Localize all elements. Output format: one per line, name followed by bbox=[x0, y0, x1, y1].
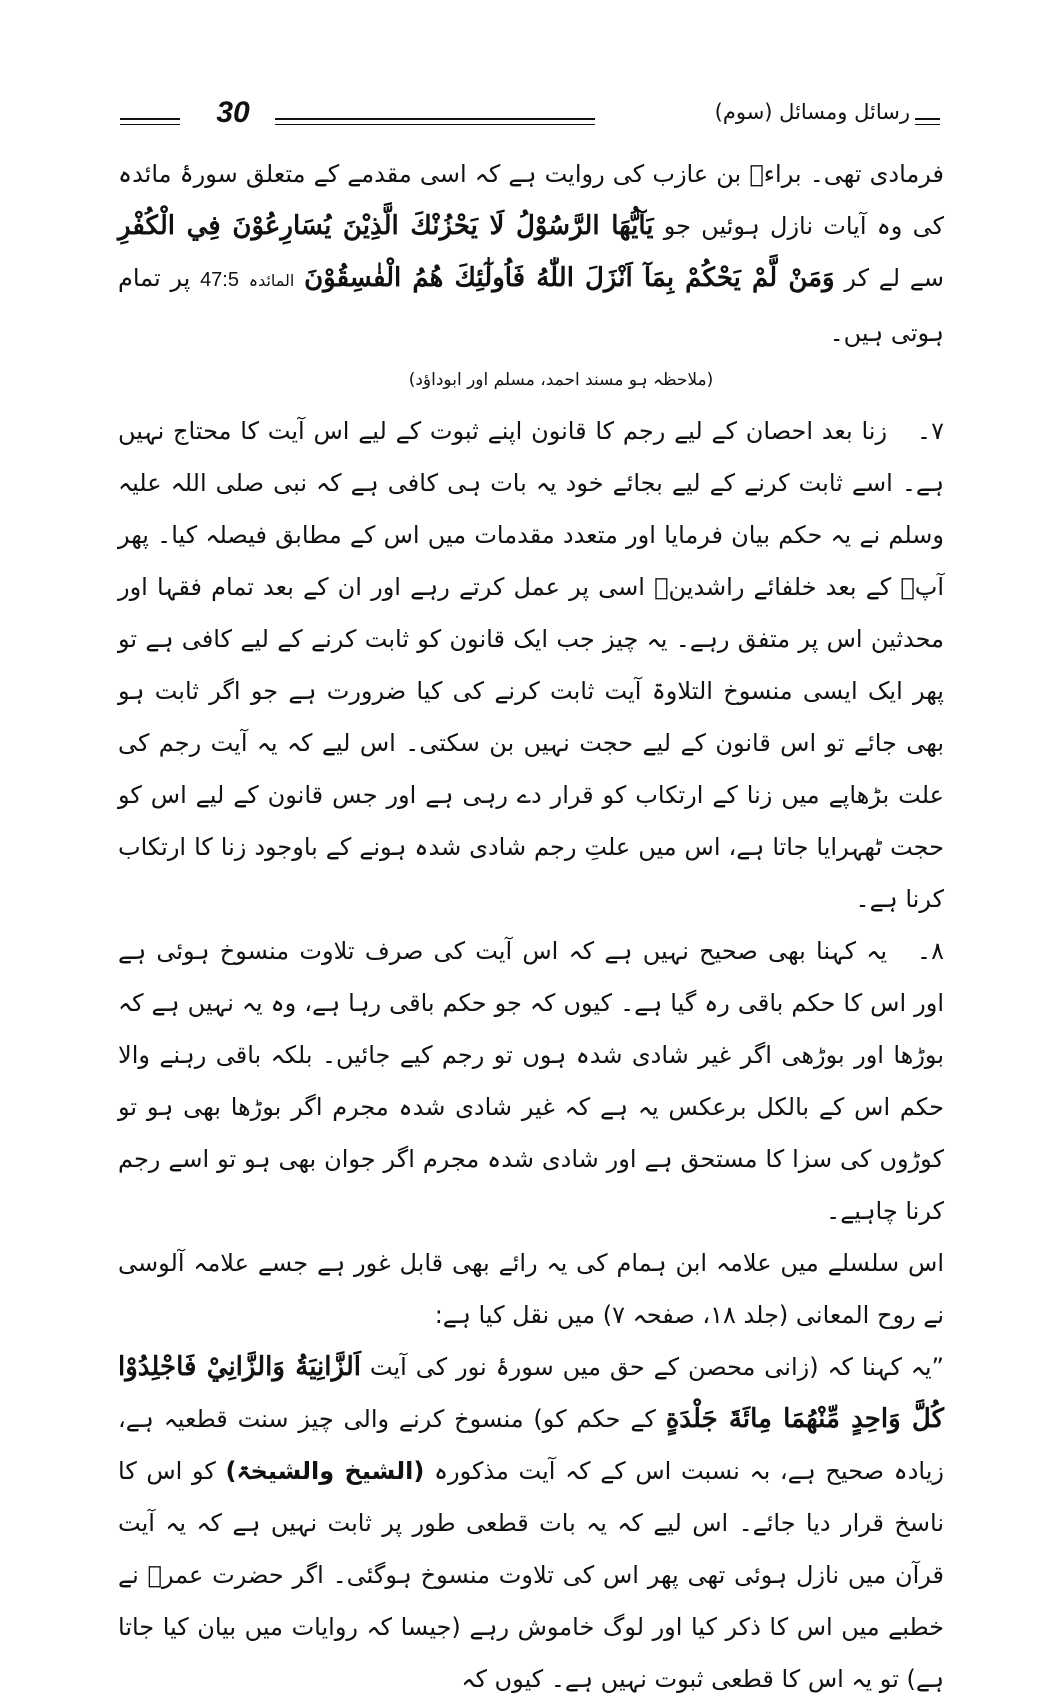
running-title: رسائل ومسائل (سوم) bbox=[714, 100, 910, 124]
paragraph-text: اس سلسلے میں علامہ ابن ہمام کی یہ رائے بھی قابل غور ہے جسے علامہ آلوسی نے روح المعانی (جلد ۱۸، صفحہ ۷) میں نقل کیا ہے: bbox=[118, 1249, 944, 1329]
paragraph-number: ۸۔ bbox=[917, 937, 944, 965]
paragraph-text: فرمادی تھی۔ براءؓ بن عازب کی روایت ہے کہ اسی مقدمے کے متعلق سورۂ مائدہ کی وہ آیات نازل ہوئیں جو bbox=[118, 160, 944, 240]
quoted-verse-name: (الشیخ والشیخۃ) bbox=[225, 1457, 425, 1485]
paragraph-number: ۷۔ bbox=[917, 417, 944, 445]
page-header bbox=[120, 96, 940, 136]
quote-text: کے حکم کو) منسوخ کرنے والی چیز سنت قطعیہ ہے، زیادہ صحیح ہے، بہ نسبت اس کے کہ آیت مذکورہ bbox=[118, 1405, 944, 1485]
header-rule-middle bbox=[275, 118, 595, 120]
paragraph-7 bbox=[118, 405, 944, 925]
quote-text: کو اس کا ناسخ قرار دیا جائے۔ اس لیے کہ یہ بات قطعی طور پر ثابت نہیں ہے کہ یہ آیت قرآن میں نازل ہوئی تھی پھر اس کی تلاوت منسوخ ہوگئی۔ اگر حضرت عمرؓ نے خطبے میں اس کا ذکر کیا اور لوگ خاموش رہے (جیسا کہ روایات میں بیان کیا جاتا ہے) تو یہ اس کا قطعی ثبوت نہیں ہے۔ کیوں کہ bbox=[118, 1457, 944, 1693]
paragraph-continuation bbox=[118, 148, 944, 359]
paragraph-8 bbox=[118, 925, 944, 1237]
paragraph-text: یہ کہنا بھی صحیح نہیں ہے کہ اس آیت کی صرف تلاوت منسوخ ہوئی ہے اور اس کا حکم باقی رہ گیا ہے۔ کیوں کہ جو حکم باقی رہا ہے، وہ یہ نہیں ہے کہ بوڑھا اور بوڑھی اگر غیر شادی شدہ ہوں تو رجم کیے جائیں۔ بلکہ باقی رہنے والا حکم اس کے بالکل برعکس یہ ہے کہ غیر شادی شدہ مجرم اگر بوڑھا بھی ہو تو کوڑوں کی سزا کا مستحق ہے اور شادی شدہ مجرم اگر جوان بھی ہو تو اسے رجم کرنا چاہیے۔ bbox=[118, 937, 944, 1225]
verse-reference-label: المائدہ bbox=[248, 271, 295, 290]
page-body bbox=[118, 148, 944, 1705]
quote-text: ”یہ کہنا کہ (زانی محصن کے حق میں سورۂ نور کی آیت bbox=[369, 1353, 944, 1381]
page-number: 30 bbox=[216, 96, 250, 129]
header-rule-right bbox=[915, 118, 940, 120]
block-quotation bbox=[118, 1341, 944, 1705]
header-rule-left bbox=[120, 118, 180, 120]
quran-verse: وَمَنْ لَّمْ يَحْكُمْ بِمَآ اَنْزَلَ اللّٰهُ فَاُولٰٓئِكَ هُمُ الْفٰسِقُوْنَ bbox=[304, 263, 835, 293]
verse-reference-number: 47:5 bbox=[200, 269, 239, 291]
paragraph-text: پر تمام ہوتی ہیں۔ bbox=[118, 264, 944, 347]
quran-verse: يَآيُّهَا الرَّسُوْلُ لَا يَحْزُنْكَ الَّذِيْنَ يُسَارِعُوْنَ فِي الْكُفْرِ bbox=[118, 211, 654, 241]
quran-verse: اَلزَّانِيَةُ وَالزَّانِيْ فَاجْلِدُوْا كُلَّ وَاحِدٍ مِّنْهُمَا مِائَةَ جَلْدَةٍ bbox=[118, 1352, 944, 1434]
paragraph-text: سے لے کر bbox=[844, 264, 944, 292]
source-citation: (ملاحظہ ہو مسند احمد، مسلم اور ابوداؤد) bbox=[408, 370, 714, 390]
paragraph-9 bbox=[118, 1237, 944, 1341]
paragraph-text: زنا بعد احصان کے لیے رجم کا قانون اپنے ثبوت کے لیے اس آیت کا محتاج نہیں ہے۔ اسے ثابت کرنے کے لیے بجائے خود یہ بات ہی کافی ہے کہ نبی صلی اللہ علیہ وسلم نے یہ حکم بیان فرمایا اور متعدد مقدمات میں اس کے مطابق فیصلہ کیا۔ پھر آپؐ کے بعد خلفائے راشدینؓ اسی پر عمل کرتے رہے اور ان کے بعد تمام فقہا اور محدثین اس پر متفق رہے۔ یہ چیز جب ایک قانون کو ثابت کرنے کے لیے کافی ہے تو پھر ایک ایسی منسوخ التلاوۃ آیت ثابت کرنے کی کیا ضرورت ہے جو اگر ثابت ہو بھی جائے تو اس قانون کے لیے حجت نہیں بن سکتی۔ اس لیے کہ یہ آیت رجم کی علت بڑھاپے میں زنا کے ارتکاب کو قرار دے رہی ہے اور جس قانون کے لیے اس کو حجت ٹھہرایا جاتا ہے، اس میں علتِ رجم شادی شدہ ہونے کے باوجود زنا کا ارتکاب کرنا ہے۔ bbox=[118, 417, 945, 913]
